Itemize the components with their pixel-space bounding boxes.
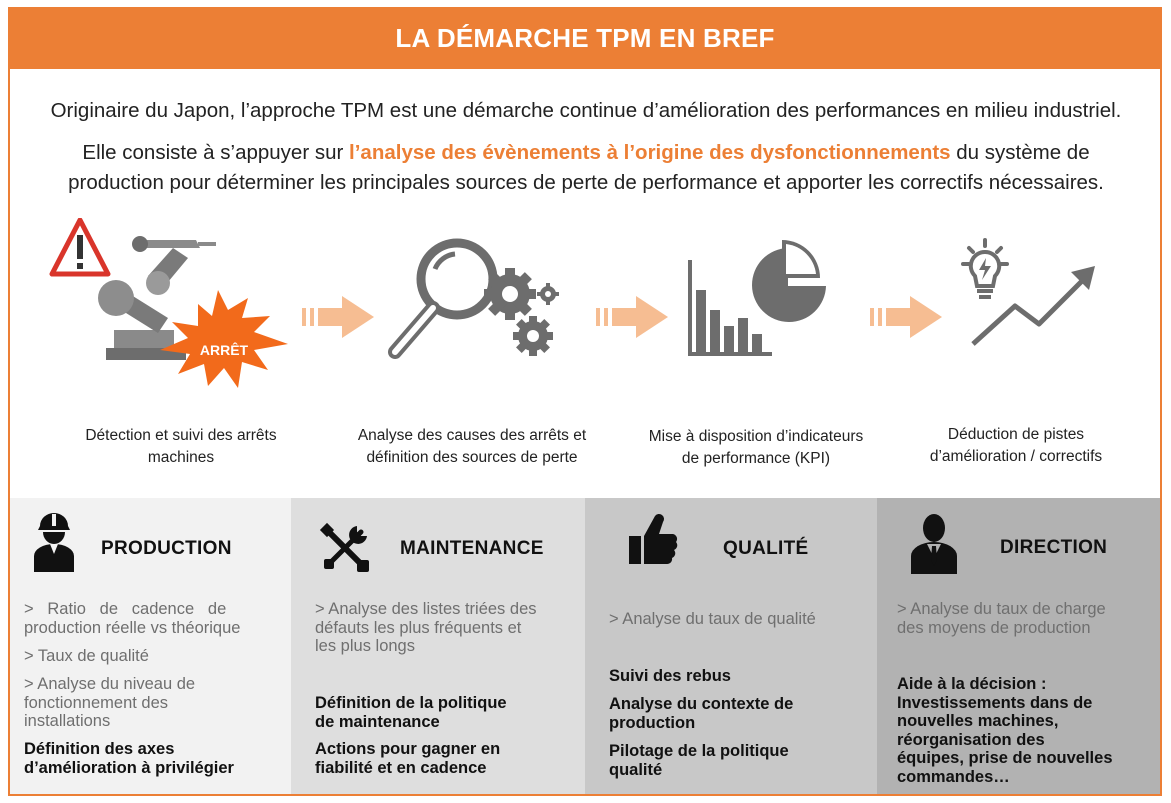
gray-item xyxy=(315,600,567,656)
text-line: > Ratio de cadence de xyxy=(24,600,227,618)
gray-item xyxy=(24,647,280,666)
step-label-line: de performance (KPI) xyxy=(681,450,831,467)
column-title: QUALITÉ xyxy=(723,538,809,559)
step-label-line: Analyse des causes des arrêts et xyxy=(357,427,587,444)
production-column xyxy=(10,498,291,794)
bold-item xyxy=(609,695,871,732)
bold-item xyxy=(315,694,577,731)
text-line: les plus longs xyxy=(315,637,415,655)
step-label-line: définition des sources de perte xyxy=(366,449,578,466)
direction-column xyxy=(877,498,1160,794)
chart-icon xyxy=(684,236,834,360)
worker-icon xyxy=(30,510,78,572)
bold-item xyxy=(315,740,577,777)
step-label-line: Déduction de pistes xyxy=(947,426,1085,443)
text-line: production xyxy=(609,713,696,732)
arrow-right-icon xyxy=(596,296,668,338)
arret-badge: ARRÊT xyxy=(199,342,249,358)
step-label xyxy=(56,425,306,469)
step-label-line: Mise à disposition d’indicateurs xyxy=(648,428,864,445)
text-line: installations xyxy=(24,712,111,730)
step-label xyxy=(335,425,609,469)
manager-icon xyxy=(909,512,959,574)
text-line: nouvelles machines, xyxy=(897,712,1059,730)
robot-arm-icon xyxy=(48,218,298,398)
text-line: Actions pour gagner en xyxy=(315,740,501,758)
step-label-line: machines xyxy=(147,449,215,466)
intro-highlight: l’analyse des évènements à l’origine des dysfonctionnements xyxy=(349,141,951,164)
warning-icon xyxy=(52,220,108,274)
page-title: LA DÉMARCHE TPM EN BREF xyxy=(8,7,1162,69)
bold-item xyxy=(609,742,871,779)
text-line: réorganisation des xyxy=(897,730,1045,749)
intro-text: du système de xyxy=(950,141,1090,164)
gray-item xyxy=(897,600,1153,637)
arrow-right-icon xyxy=(302,296,374,338)
text-line: équipes, prise de nouvelles xyxy=(897,749,1113,767)
arrow-right-icon xyxy=(870,296,942,338)
text-line: de maintenance xyxy=(315,712,440,731)
text-line: Définition de la politique xyxy=(315,694,507,712)
maintenance-column xyxy=(291,498,585,794)
bold-item xyxy=(609,667,871,686)
gray-item xyxy=(24,600,280,637)
text-line: > Analyse du taux de qualité xyxy=(609,610,816,628)
text-line: Aide à la décision : xyxy=(897,675,1047,693)
gray-item xyxy=(24,675,280,731)
bold-item xyxy=(897,675,1159,786)
column-title: MAINTENANCE xyxy=(400,538,544,559)
text-line: des moyens de production xyxy=(897,618,1091,637)
intro-text: production pour déterminer les principales sources de perte de performance et apporter les correctifs nécessaires. xyxy=(68,171,1104,194)
text-line: d’amélioration à privilégier xyxy=(24,758,234,777)
text-line: qualité xyxy=(609,760,663,779)
text-line: défauts les plus fréquents et xyxy=(315,618,522,637)
text-line: fiabilité et en cadence xyxy=(315,758,487,777)
text-line: > Taux de qualité xyxy=(24,647,149,665)
text-line: commandes… xyxy=(897,767,1010,786)
intro-text: Elle consiste à s’appuyer sur xyxy=(82,141,350,164)
step-label xyxy=(900,424,1132,468)
intro-paragraph xyxy=(20,138,1152,198)
column-title: PRODUCTION xyxy=(101,538,232,559)
text-line: fonctionnement des xyxy=(24,693,169,712)
column-title: DIRECTION xyxy=(1000,537,1108,558)
text-line: Pilotage de la politique xyxy=(609,742,789,760)
text-line: production réelle vs théorique xyxy=(24,618,241,637)
text-line: > Analyse des listes triées des xyxy=(315,600,537,618)
tools-icon xyxy=(319,522,371,574)
magnifier-gears-icon xyxy=(385,234,565,364)
bold-item xyxy=(24,740,286,777)
text-line: > Analyse du niveau de xyxy=(24,675,196,693)
text-line: Analyse du contexte de xyxy=(609,695,794,713)
intro-line-1: Originaire du Japon, l’approche TPM est une démarche continue d’amélioration des performances en milieu industriel. xyxy=(50,99,1122,122)
gray-item xyxy=(609,610,865,629)
qualite-column xyxy=(585,498,877,794)
text-line: Suivi des rebus xyxy=(609,667,731,685)
text-line: Définition des axes xyxy=(24,740,175,758)
idea-growth-icon xyxy=(955,236,1105,348)
thumbs-up-icon xyxy=(627,512,679,566)
text-line: Investissements dans de xyxy=(897,693,1093,712)
step-label xyxy=(620,426,892,470)
step-label-line: d’amélioration / correctifs xyxy=(929,448,1103,465)
step-label-line: Détection et suivi des arrêts xyxy=(85,427,277,444)
text-line: > Analyse du taux de charge xyxy=(897,600,1106,618)
